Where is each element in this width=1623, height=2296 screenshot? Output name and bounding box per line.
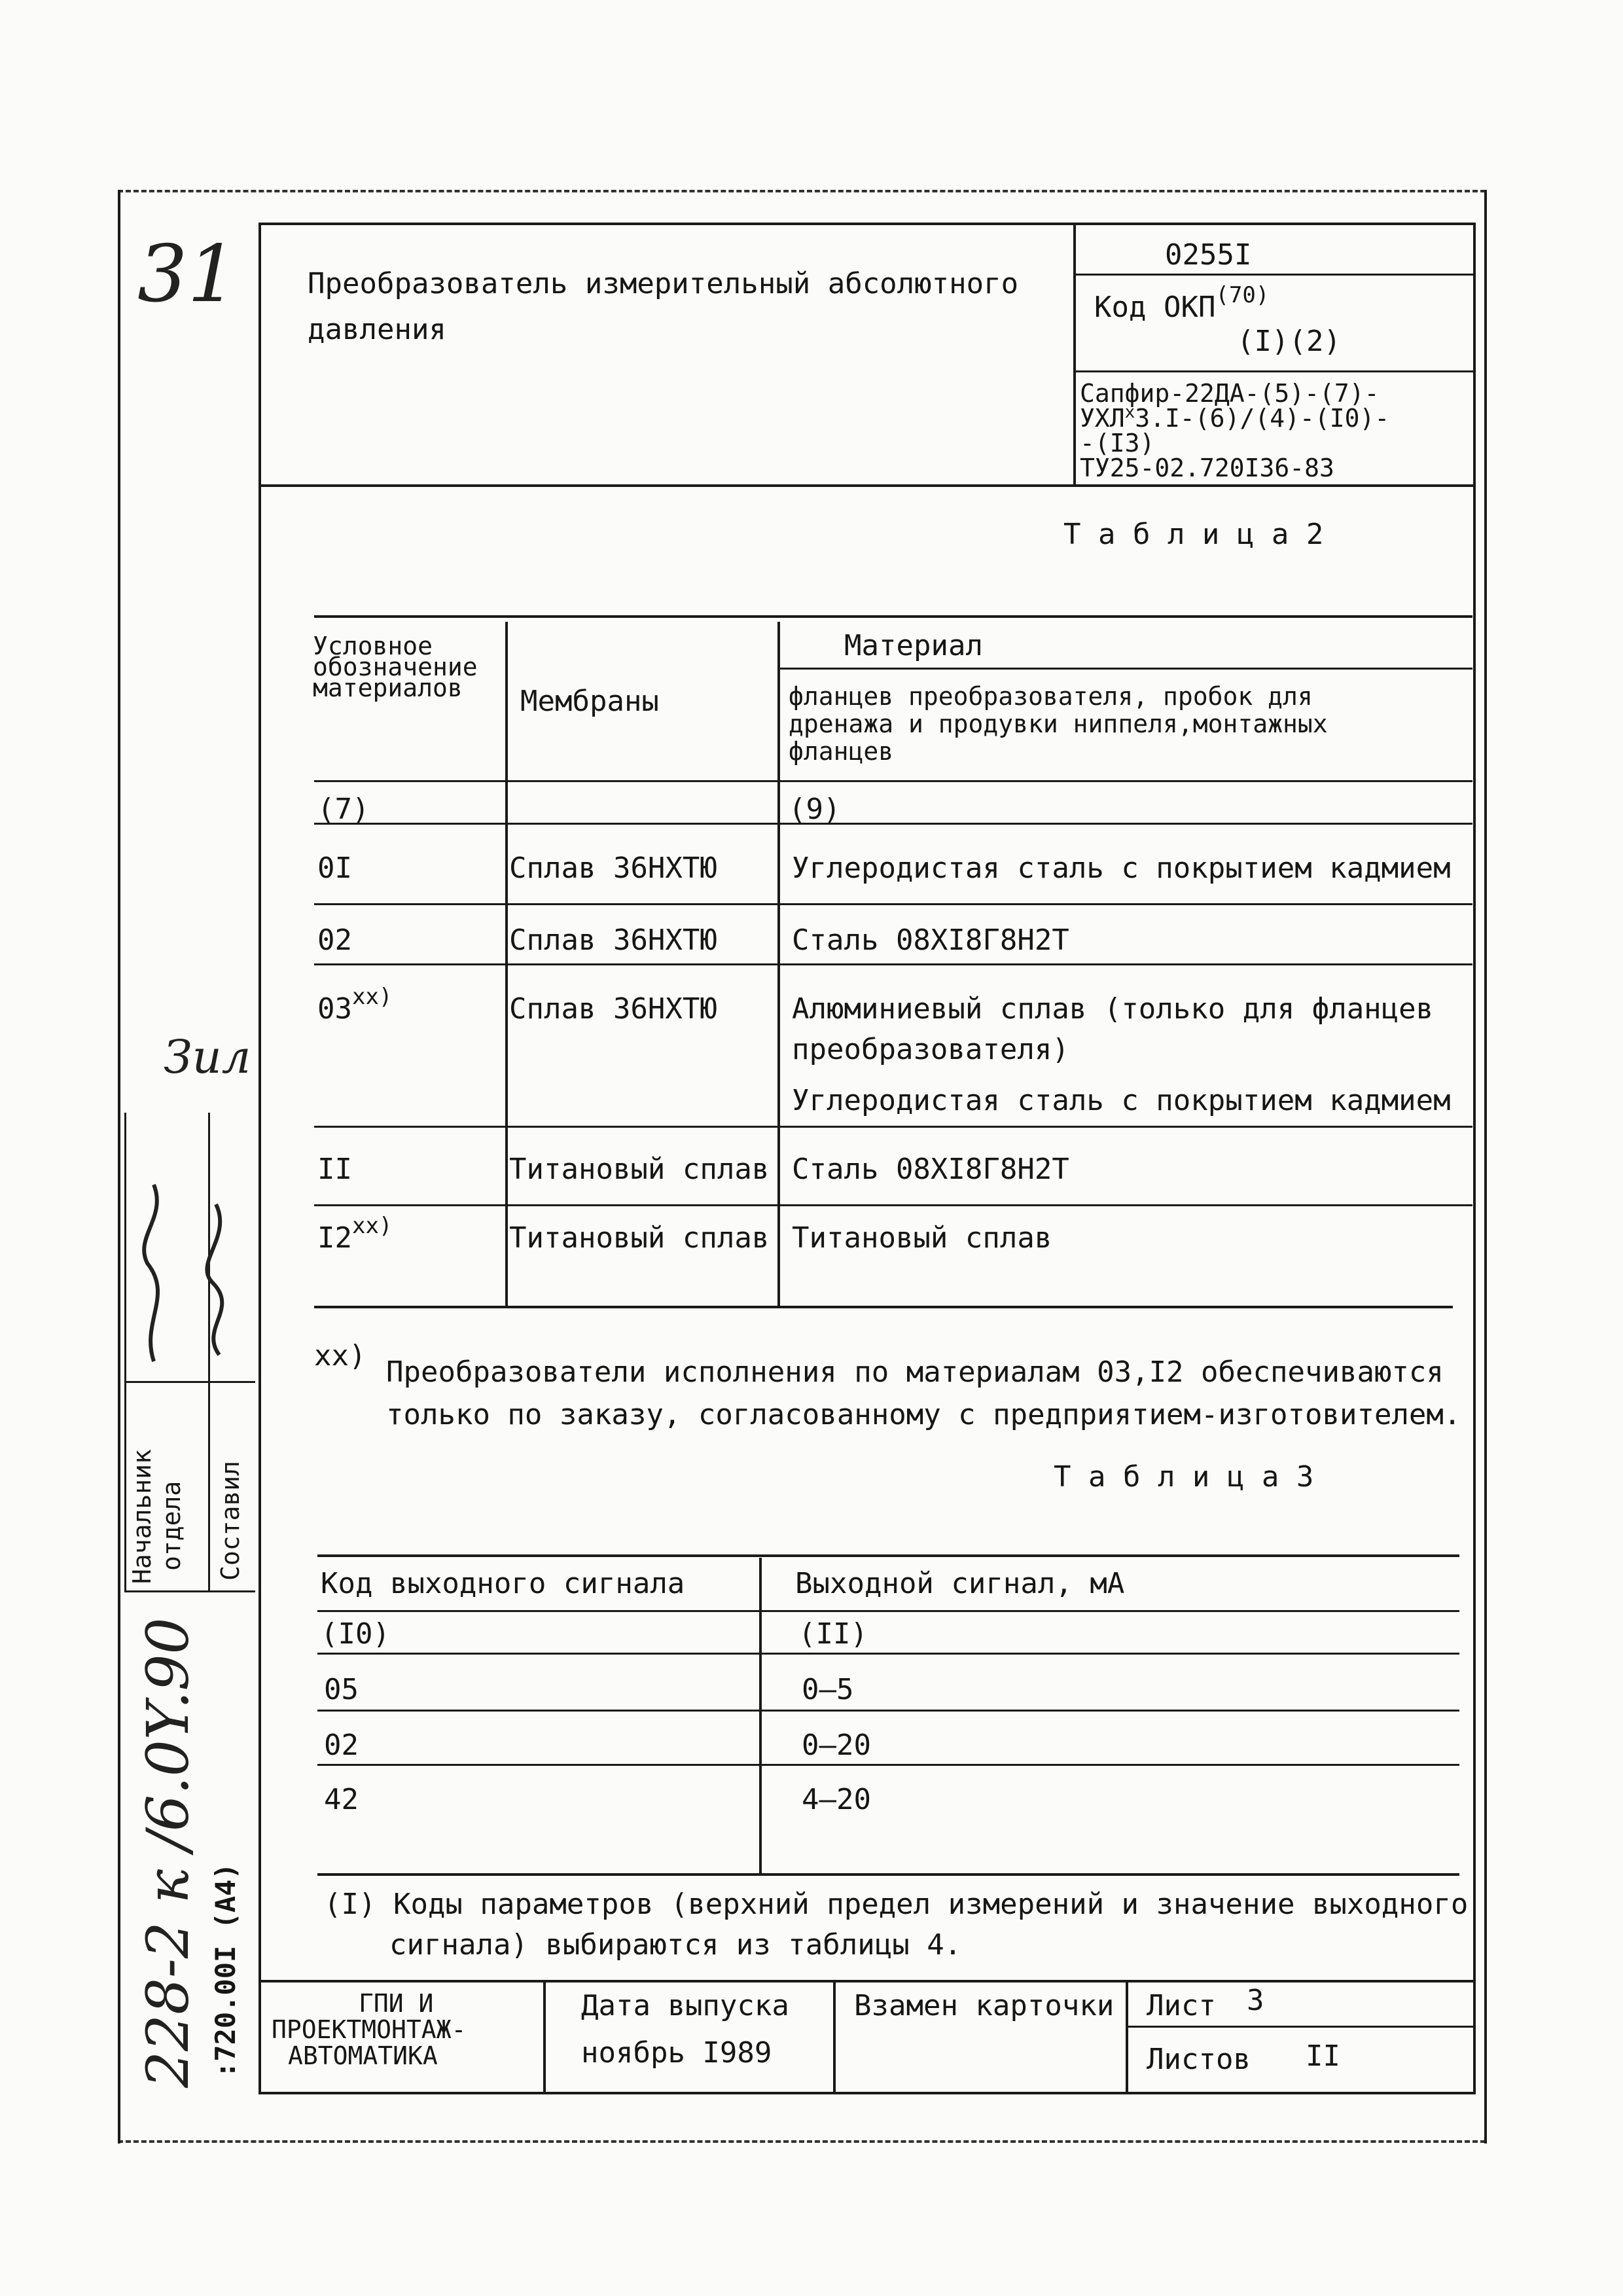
frame-right <box>1484 190 1487 2144</box>
issue-date-label: Дата выпуска <box>581 1989 789 2022</box>
t2-col1-header-line1: Условное <box>313 632 433 660</box>
t3-col2-header: Выходной сигнал, мА <box>795 1567 1125 1600</box>
okp-code-label: Код ОКП$^{(70)}$ <box>1094 282 1270 324</box>
dept-head-label-line2: отдела <box>157 1480 186 1571</box>
sheets-label: Листов <box>1147 2043 1251 2076</box>
t2-footnote-mark: xx) <box>314 1339 366 1372</box>
change-mark: Зил <box>164 1030 251 1084</box>
page-number: 31 <box>137 229 238 320</box>
t2-footnote-line1: Преобразователи исполнения по материалам 03,I2 обеспечиваются <box>386 1355 1444 1389</box>
t3-note-line2: сигнала) выбираются из таблицы 4. <box>389 1928 962 1962</box>
model-line3: -(I3) <box>1080 429 1155 457</box>
handwritten-registration: 228-2 к /6.0Y.90 <box>134 1617 202 2088</box>
t2-col3-header-line3: фланцев <box>789 737 894 766</box>
t3-note-line1: (I) Коды параметров (верхний предел измерений и значение выходного <box>324 1888 1469 1921</box>
t2-ref-col1: (7) <box>317 793 370 826</box>
issue-date-value: ноябрь I989 <box>581 2036 772 2070</box>
sheets-value: II <box>1306 2039 1340 2073</box>
t3-ref-col1: (I0) <box>321 1617 390 1651</box>
org-line2: ПРОЕКТМОНТАЖ- <box>272 2015 467 2044</box>
frame-top <box>118 190 1486 192</box>
t2-footnote-line2: только по заказу, согласованному с предприятием-изготовителем. <box>386 1398 1461 1431</box>
t3-col1-header: Код выходного сигнала <box>321 1567 685 1600</box>
okp-refs: (I)(2) <box>1237 325 1341 358</box>
org-line1: ГПИ И <box>359 1989 434 2018</box>
code-number: 0255I <box>1165 238 1252 272</box>
table3-caption: Т а б л и ц а 3 <box>1054 1460 1314 1494</box>
document-page: 31 Преобразователь измерительный абсолютного давления 0255I Код ОКП$^{(70)}$ (I)(2) Сапфир-22ДА-(5)-(7)- УХЛ$^x$3.I-(6)/(4)-(I0)- -(I3) ТУ25-02.720I36-83 Т а б л и ц а 2 Условное обозначение материалов Материал Мембраны фланцев преобразователя, пробок для дренажа и продувки ниппеля,монтажных фланцев (7) (9) 0I Сплав 36НХТЮ Углеродистая сталь с покрытием кадмием 02 Сплав 36НХТЮ Сталь 08XI8Г8Н2Т 03$^{xx)}$ Сплав 36НХТЮ Алюминиевый сплав (только для фланцев преобразователя) Углеродистая сталь с покрытием кадмием II Титановый сплав Сталь 08XI8Г8Н2Т I2$^{xx)}$ Титановый сплав Титановый сплав xx) Преобразователи исполнения по материалам 03,I2 обеспечиваются только по заказу, согласованному с предприятием-изготовителем. Т а б л и ц а 3 Код выходного сигнала Выходной сигнал, мА (I0) (II) 05 0–5 02 0–20 42 4–20 (I) Коды параметров (верхний предел измерений и значение выходного сигнала) выбираются из таблицы 4. ГПИ И ПРОЕКТМОНТАЖ- АВТОМАТИКА Дата выпуска ноябрь I989 Взамен карточки Лист 3 Листов II Зил Начальник отдела Составил :720.00I (А4) 228-2 к /6.0Y.90 <box>0 0 1623 2296</box>
model-line1: Сапфир-22ДА-(5)-(7)- <box>1080 379 1380 408</box>
signature-icon <box>128 1165 252 1374</box>
model-line2: УХЛ$^x$3.I-(6)/(4)-(I0)- <box>1080 403 1390 433</box>
org-line3: АВТОМАТИКА <box>288 2041 438 2070</box>
t2-col3-header-line1: фланцев преобразователя, пробок для <box>789 682 1313 711</box>
t2-material-header: Материал <box>844 629 983 662</box>
sheet-value: 3 <box>1247 1984 1264 2017</box>
sheet-label: Лист <box>1147 1989 1216 2022</box>
table2-caption: Т а б л и ц а 2 <box>1063 518 1324 551</box>
t2-col2-header: Мембраны <box>520 685 659 718</box>
t2-ref-col3: (9) <box>789 793 841 826</box>
t3-ref-col2: (II) <box>798 1617 868 1651</box>
form-code: :720.00I (А4) <box>209 1863 241 2078</box>
product-title-line1: Преобразователь измерительный абсолютного <box>308 267 1019 300</box>
t2-col3-header-line2: дренажа и продувки ниппеля,монтажных <box>789 709 1328 738</box>
model-line4: ТУ25-02.720I36-83 <box>1080 454 1334 482</box>
t2-col1-header-line2: обозначение <box>313 653 478 681</box>
frame-left <box>118 190 120 2144</box>
frame-bottom <box>118 2140 1486 2143</box>
product-title-line2: давления <box>308 313 446 346</box>
replace-card-label: Взамен карточки <box>854 1989 1115 2022</box>
compiled-by-label: Составил <box>216 1460 245 1581</box>
t2-col1-header-line3: материалов <box>313 673 463 702</box>
dept-head-label-line1: Начальник <box>128 1449 156 1584</box>
